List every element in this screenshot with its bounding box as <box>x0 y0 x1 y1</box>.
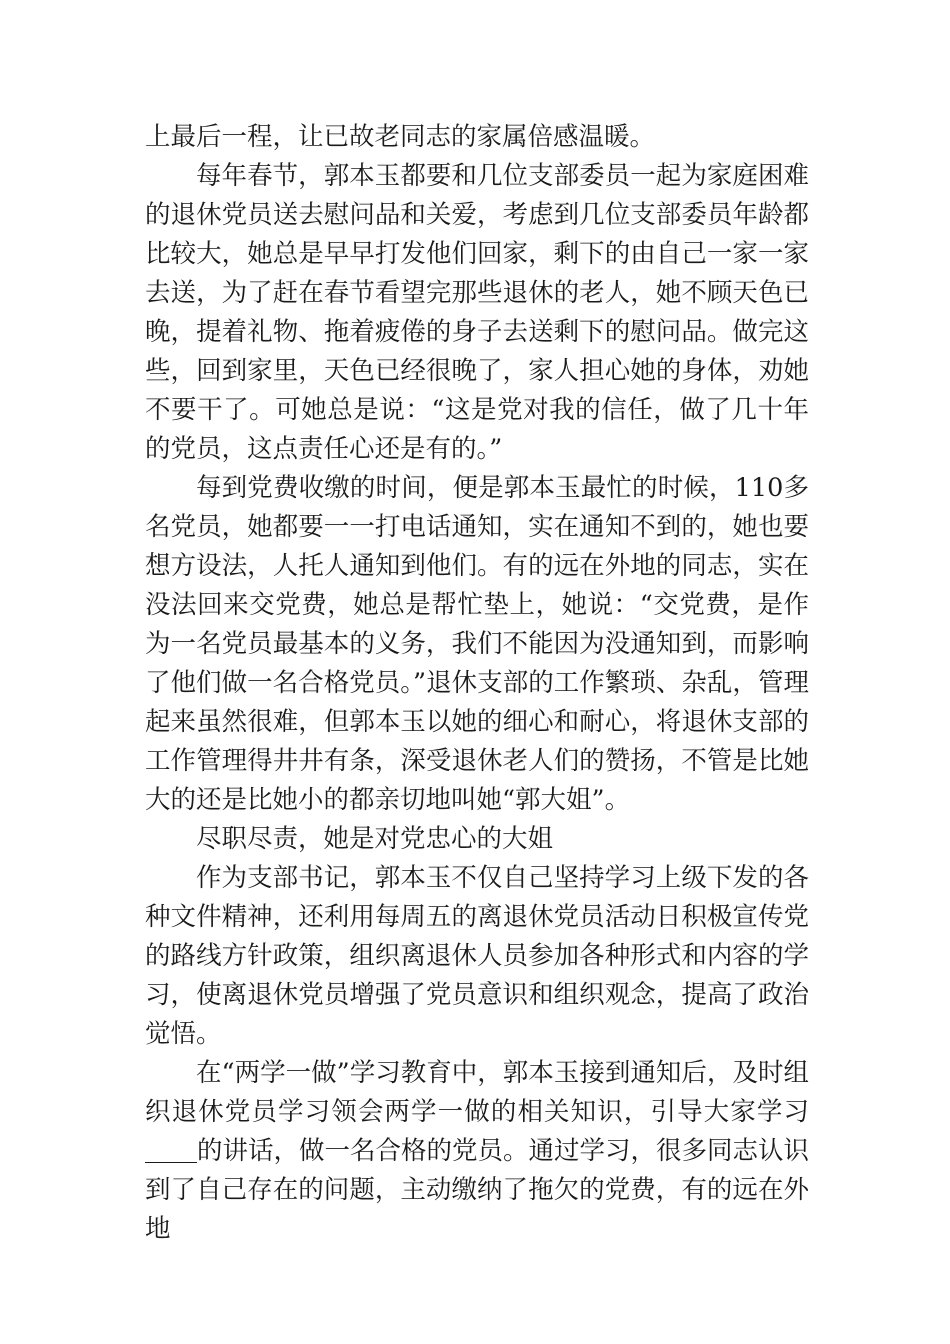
paragraph-two-studies <box>145 1054 809 1249</box>
paragraph-party-dues: 每到党费收缴的时间，便是郭本玉最忙的时候，110多名党员，她都要一一打电话通知，实在通知不到的，她也要想方设法，人托人通知到他们。有的远在外地的同志，实在没法回来交党费，她总是帮忙垫上，她说：“交党费，是作为一名党员最基本的义务，我们不能因为没通知到，而影响了他们做一名合格党员。”退休支部的工作繁琐、杂乱，管理起来虽然很难，但郭本玉以她的细心和耐心，将退休支部的工作管理得井井有条，深受退休老人们的赞扬，不管是比她大的还是比她小的都亲切地叫她“郭大姐”。 <box>145 473 809 815</box>
blank-underline <box>145 1137 197 1164</box>
paragraph-two-studies-end: 的讲话，做一名合格的党员。通过学习，很多同志认识到了自己存在的问题，主动缴纳了拖欠的党费，有的远在外地 <box>145 1136 810 1244</box>
paragraph-continuation: 上最后一程，让已故老同志的家属倍感温暖。 <box>145 122 656 152</box>
document-page <box>145 118 809 1249</box>
paragraph-study: 作为支部书记，郭本玉不仅自己坚持学习上级下发的各种文件精神，还利用每周五的离退休党员活动日积极宣传党的路线方针政策，组织离退休人员参加各种形式和内容的学习，使离退休党员增强了党员意识和组织观念，提高了政治觉悟。 <box>145 863 809 1049</box>
section-heading: 尽职尽责，她是对党忠心的大姐 <box>196 824 554 854</box>
paragraph-two-studies-start: 在“两学一做”学习教育中，郭本玉接到通知后，及时组织退休党员学习领会两学一做的相关知识，引导大家学习 <box>145 1058 809 1127</box>
paragraph-spring-festival: 每年春节，郭本玉都要和几位支部委员一起为家庭困难的退休党员送去慰问品和关爱，考虑到几位支部委员年龄都比较大，她总是早早打发他们回家，剩下的由自己一家一家去送，为了赶在春节看望完那些退休的老人，她不顾天色已晚，提着礼物、拖着疲倦的身子去送剩下的慰问品。做完这些，回到家里，天色已经很晚了，家人担心她的身体，劝她不要干了。可她总是说：“这是党对我的信任，做了几十年的党员，这点责任心还是有的。” <box>145 161 809 464</box>
